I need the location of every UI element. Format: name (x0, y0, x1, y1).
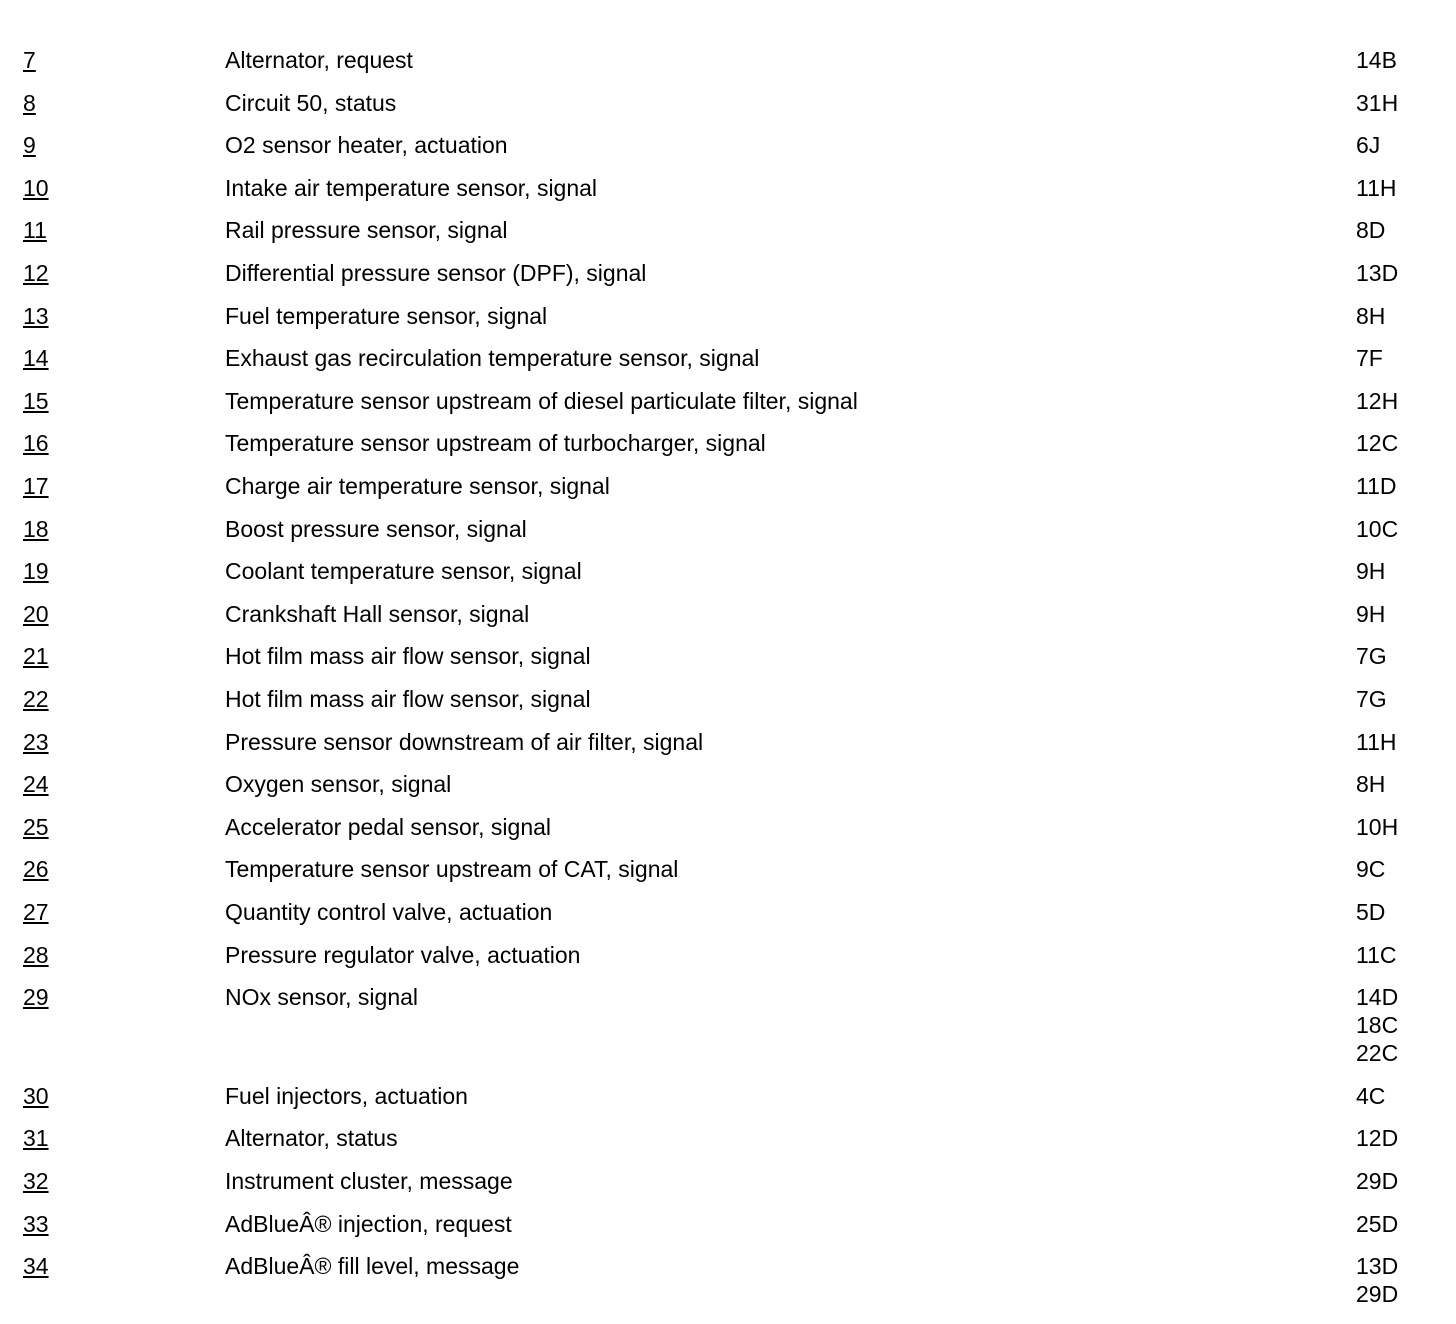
legend-row-number-link[interactable]: 23 (23, 728, 49, 755)
grid-reference: 5D (1356, 899, 1386, 925)
grid-reference: 8H (1356, 302, 1386, 329)
grid-reference: 8D (1356, 217, 1386, 244)
legend-row-description: Pressure sensor downstream of air filter, signal (225, 728, 704, 755)
legend-row-description: Intake air temperature sensor, signal (225, 174, 598, 201)
legend-row-number-link[interactable]: 10 (23, 174, 49, 201)
grid-reference: 13D (1356, 260, 1399, 286)
legend-row-number-link[interactable]: 19 (23, 558, 49, 585)
legend-row-description: AdBlueÂ® fill level, message (225, 1253, 520, 1280)
legend-row-description: Hot film mass air flow sensor, signal (225, 643, 591, 670)
legend-row-number-link[interactable]: 31 (23, 1125, 49, 1152)
legend-row-grid-refs (1356, 813, 1398, 841)
legend-row-number-link[interactable]: 21 (23, 643, 49, 670)
legend-row-number-link[interactable]: 22 (23, 686, 49, 712)
legend-row-description: AdBlueÂ® injection, request (225, 1210, 512, 1237)
legend-row-number-link[interactable]: 11 (23, 217, 47, 244)
legend-row-number-link[interactable]: 28 (23, 941, 49, 968)
legend-row-number-link[interactable]: 27 (23, 899, 49, 925)
legend-row-number-link[interactable]: 33 (23, 1210, 49, 1237)
legend-row-grid-refs (1356, 1124, 1398, 1152)
grid-reference: 11H (1356, 728, 1397, 755)
grid-reference: 8H (1356, 771, 1386, 798)
grid-reference: 11H (1356, 174, 1397, 201)
legend-row-description: Crankshaft Hall sensor, signal (225, 600, 530, 627)
legend-row-grid-refs (1356, 302, 1385, 330)
legend-row-description: Oxygen sensor, signal (225, 771, 452, 798)
legend-row-number-link[interactable]: 17 (23, 473, 49, 499)
legend-row-number-link[interactable]: 29 (23, 984, 49, 1011)
grid-reference: 22C (1356, 1040, 1399, 1067)
legend-row-number-link[interactable]: 25 (23, 813, 49, 840)
legend-row-description: Quantity control valve, actuation (225, 899, 553, 925)
grid-reference: 25D (1356, 1210, 1399, 1237)
legend-row-description: Exhaust gas recirculation temperature sensor, signal (225, 345, 760, 372)
legend-row-grid-refs (1356, 46, 1397, 74)
legend-row-grid-refs (1356, 855, 1385, 883)
legend-row-grid-refs (1356, 1210, 1398, 1238)
legend-row-number-link[interactable]: 18 (23, 515, 49, 542)
grid-reference: 9H (1356, 558, 1386, 585)
legend-row-number-link[interactable]: 20 (23, 600, 49, 627)
legend-row-grid-refs (1356, 174, 1397, 202)
legend-row-grid-refs (1356, 344, 1383, 372)
legend-row-number-link[interactable]: 30 (23, 1082, 49, 1109)
legend-row-number-link[interactable]: 12 (23, 260, 49, 286)
legend-row-grid-refs (1356, 515, 1398, 543)
legend-row-description: Temperature sensor upstream of diesel particulate filter, signal (225, 387, 858, 414)
legend-row-grid-refs (1356, 216, 1385, 244)
legend-row-grid-refs (1356, 557, 1385, 585)
legend-row-description: Temperature sensor upstream of turbocharger, signal (225, 430, 766, 457)
grid-reference: 9H (1356, 600, 1386, 627)
legend-row-grid-refs (1356, 898, 1385, 926)
grid-reference: 29D (1356, 1168, 1399, 1194)
legend-row-description: Differential pressure sensor (DPF), signal (225, 260, 647, 286)
grid-reference: 10H (1356, 813, 1399, 840)
legend-row-number-link[interactable]: 32 (23, 1168, 49, 1194)
grid-reference: 31H (1356, 89, 1399, 116)
legend-row-number-link[interactable]: 13 (23, 302, 49, 329)
legend-row-number-link[interactable]: 9 (23, 132, 36, 159)
grid-reference: 4C (1356, 1082, 1386, 1109)
grid-reference: 12C (1356, 430, 1399, 457)
legend-row-number-link[interactable]: 8 (23, 89, 36, 116)
grid-reference: 29D (1356, 1281, 1399, 1308)
legend-row-grid-refs (1356, 387, 1398, 415)
legend-row-description: Pressure regulator valve, actuation (225, 941, 581, 968)
grid-reference: 14B (1356, 47, 1397, 73)
legend-row-description: Temperature sensor upstream of CAT, signal (225, 856, 679, 883)
grid-reference: 7F (1356, 345, 1383, 372)
legend-row-description: Instrument cluster, message (225, 1168, 513, 1194)
grid-reference: 9C (1356, 856, 1386, 883)
legend-row-grid-refs (1356, 131, 1380, 159)
grid-reference: 11C (1356, 941, 1397, 968)
legend-row-grid-refs (1356, 429, 1398, 457)
legend-row-description: NOx sensor, signal (225, 984, 419, 1011)
grid-reference: 11D (1356, 473, 1397, 499)
legend-row-grid-refs (1356, 770, 1385, 798)
legend-row-description: Fuel temperature sensor, signal (225, 302, 548, 329)
grid-reference: 13D (1356, 1253, 1399, 1280)
legend-row-description: Fuel injectors, actuation (225, 1082, 468, 1109)
grid-reference: 6J (1356, 132, 1381, 159)
legend-row-description: Alternator, request (225, 47, 413, 73)
legend-row-grid-refs (1356, 1252, 1398, 1308)
legend-row-grid-refs (1356, 1167, 1398, 1195)
legend-row-grid-refs (1356, 941, 1397, 969)
grid-reference: 10C (1356, 515, 1399, 542)
legend-row-description: Rail pressure sensor, signal (225, 217, 508, 244)
grid-reference: 18C (1356, 1012, 1399, 1039)
legend-row-description: Circuit 50, status (225, 89, 397, 116)
legend-row-description: Hot film mass air flow sensor, signal (225, 686, 591, 712)
legend-row-description: Coolant temperature sensor, signal (225, 558, 582, 585)
legend-row-description: Alternator, status (225, 1125, 398, 1152)
legend-row-description: Accelerator pedal sensor, signal (225, 813, 552, 840)
grid-reference: 7G (1356, 686, 1387, 712)
grid-reference: 12D (1356, 1125, 1399, 1152)
legend-row-description: Charge air temperature sensor, signal (225, 473, 610, 499)
legend-row-grid-refs (1356, 1082, 1385, 1110)
legend-row-grid-refs (1356, 600, 1385, 628)
legend-row-number-link[interactable]: 26 (23, 856, 49, 883)
legend-row-number-link[interactable]: 14 (23, 345, 49, 372)
legend-row-grid-refs (1356, 642, 1387, 670)
legend-row-grid-refs (1356, 259, 1398, 287)
legend-row-grid-refs (1356, 89, 1398, 117)
legend-row-number-link[interactable]: 7 (23, 47, 36, 73)
grid-reference: 12H (1356, 387, 1399, 414)
legend-row-description: Boost pressure sensor, signal (225, 515, 527, 542)
legend-row-number-link[interactable]: 15 (23, 387, 49, 414)
grid-reference: 7G (1356, 643, 1387, 670)
grid-reference: 14D (1356, 984, 1399, 1011)
legend-row-grid-refs (1356, 728, 1397, 756)
legend-row-grid-refs (1356, 685, 1387, 713)
legend-row-number-link[interactable]: 34 (23, 1253, 49, 1280)
legend-row-grid-refs (1356, 983, 1398, 1067)
legend-row-number-link[interactable]: 16 (23, 430, 49, 457)
legend-row-description: O2 sensor heater, actuation (225, 132, 508, 159)
legend-row-grid-refs (1356, 472, 1397, 500)
legend-row-number-link[interactable]: 24 (23, 771, 49, 798)
